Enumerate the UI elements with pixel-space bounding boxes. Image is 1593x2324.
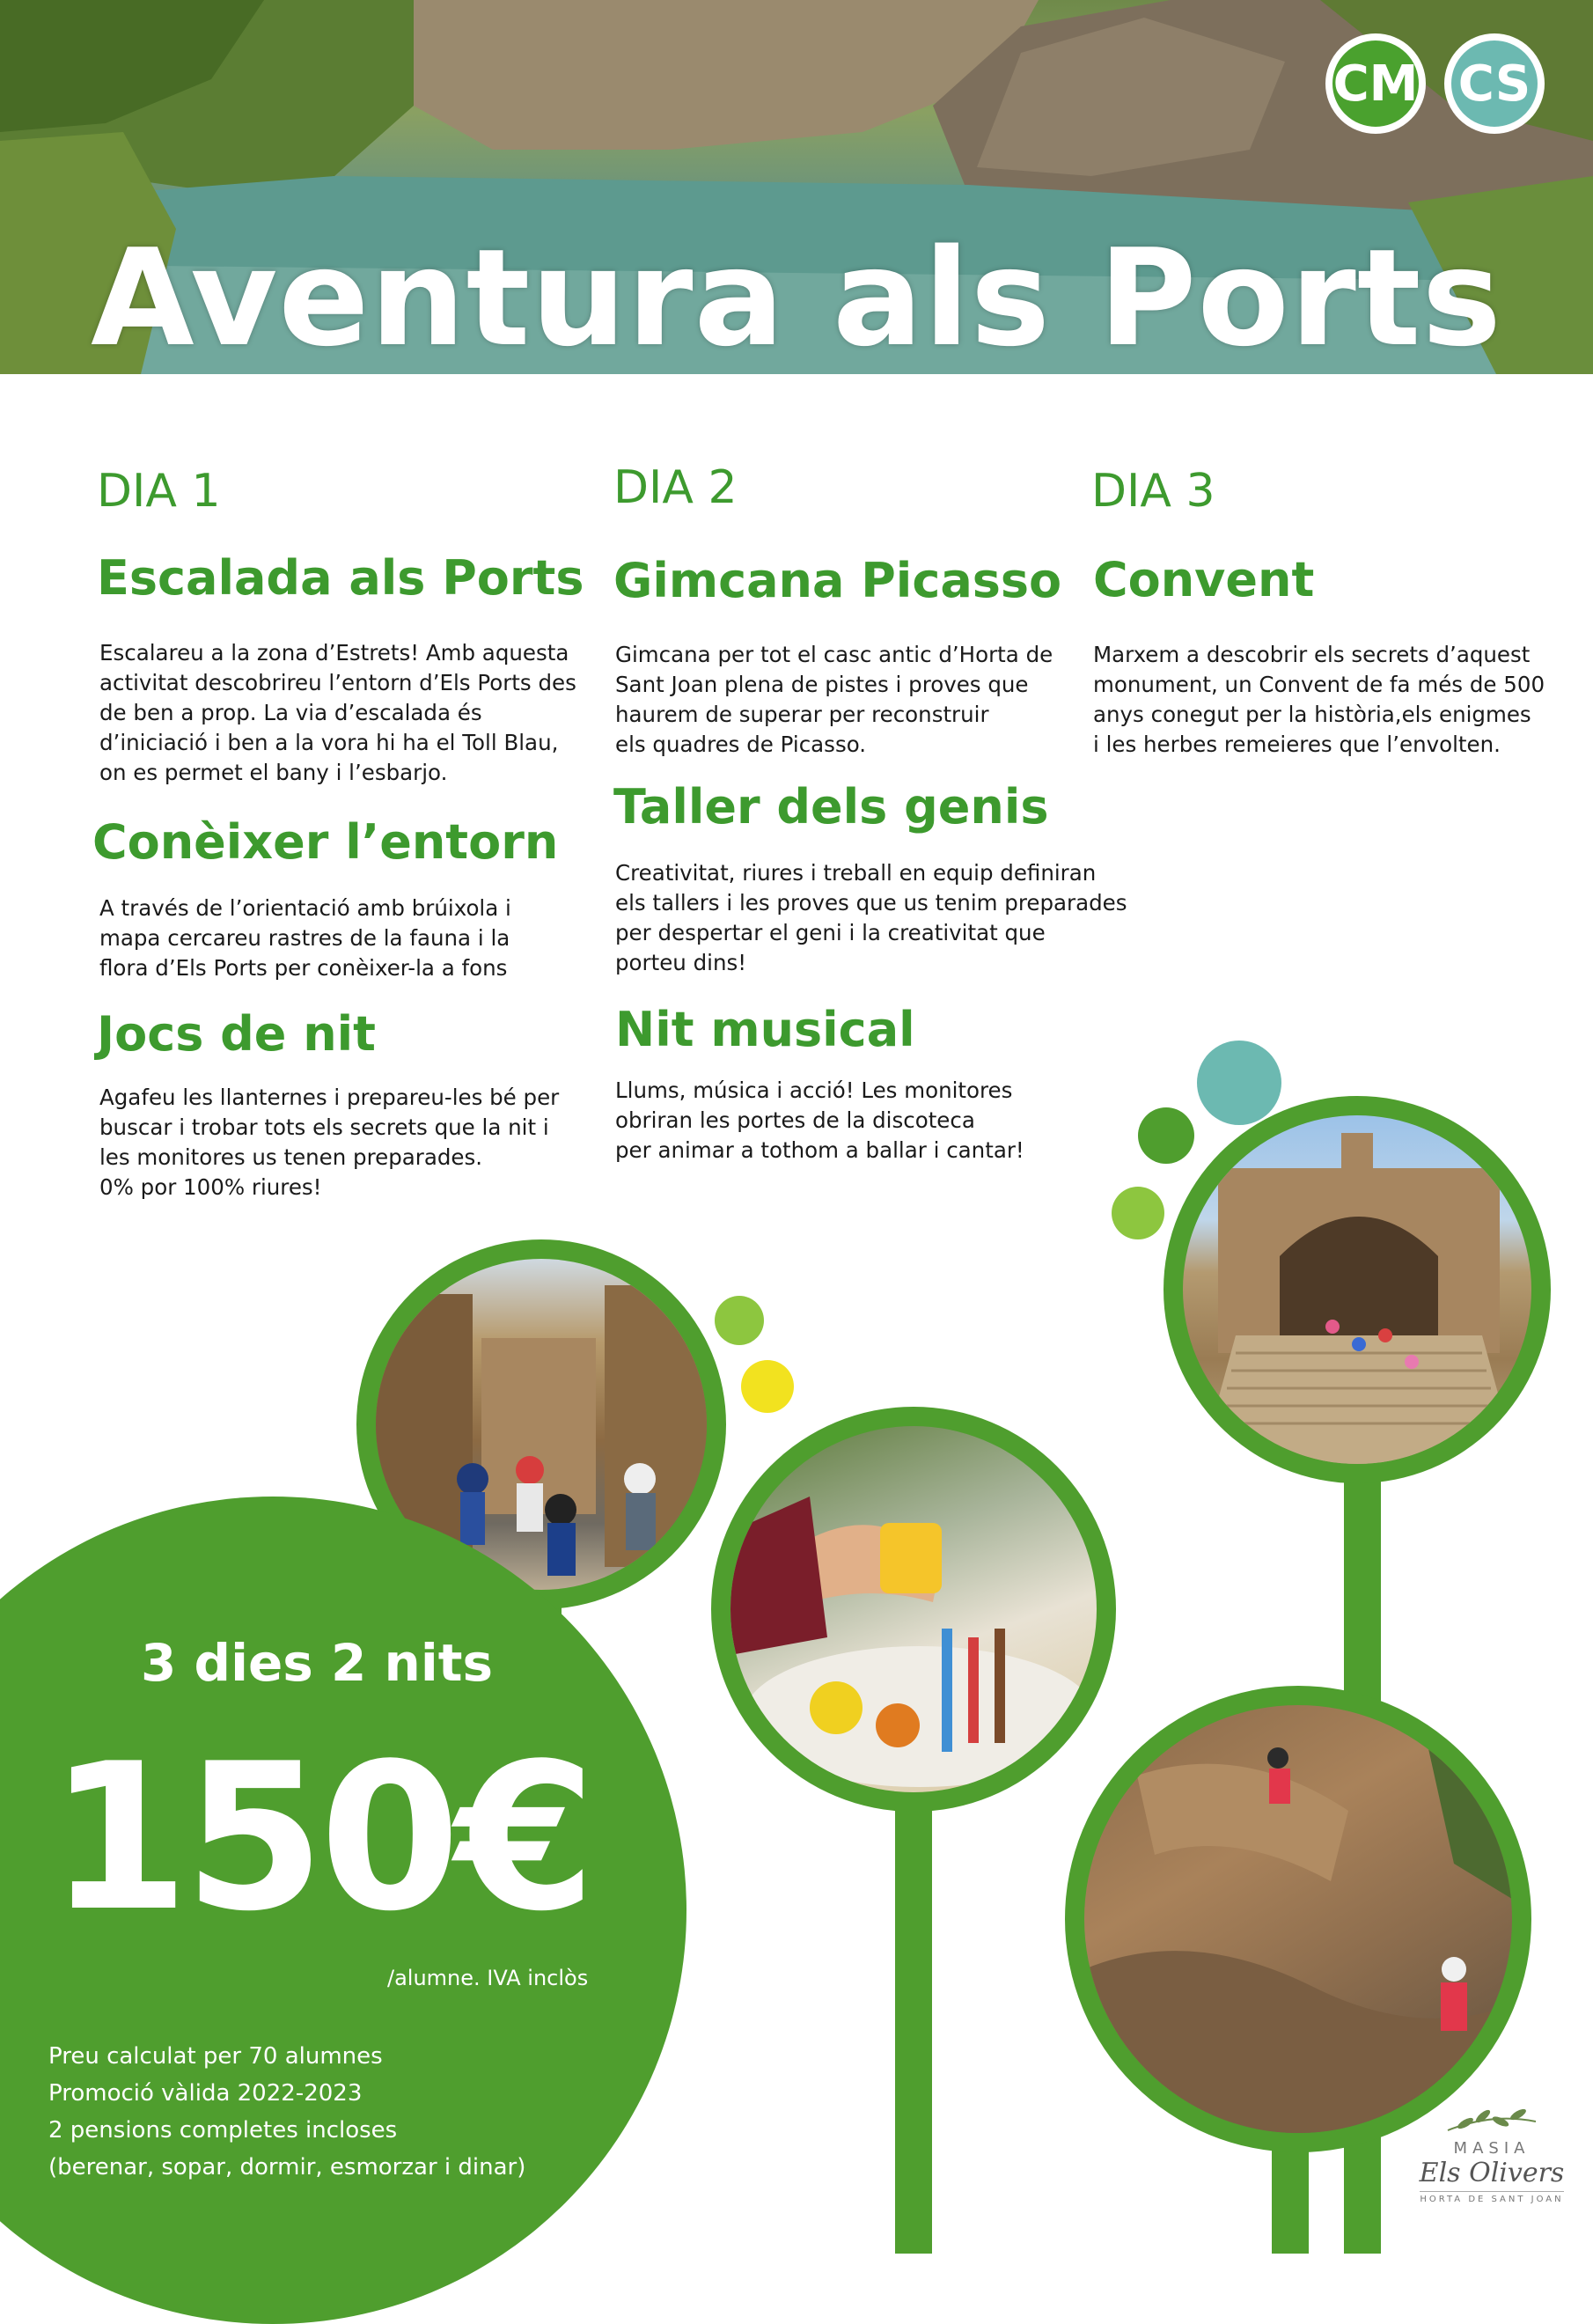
photo-stem (895, 1752, 932, 2254)
masia-els-olivers-logo (1404, 2104, 1580, 2236)
activity-description: Escalareu a la zona d’Estrets! Amb aquesta activitat descobrireu l’entorn d’Els Ports des de ben a prop. La via d’escalada és d’iniciació i ben a la vora hi ha el Toll Blau, on es permet el bany i l’esbarjo. (99, 640, 576, 785)
activity-description: Llums, música i acció! Les monitores obriran les portes de la discoteca per animar a tothom a ballar i cantar! (615, 1077, 1024, 1163)
price-notes: Preu calculat per 70 alumnes Promoció vàlida 2022-2023 2 pensions completes incloses (berenar, sopar, dormir, esmorzar i dinar) (48, 2043, 526, 2181)
day-label: DIA 2 (613, 461, 738, 514)
logo-line-3: HORTA DE SANT JOAN (1420, 2191, 1563, 2204)
activity-title: Escalada als Ports (97, 550, 584, 606)
price-unit: /alumne. IVA inclòs (387, 1966, 589, 1990)
activity-title: Jocs de nit (97, 1006, 376, 1062)
climbing-illustration (1084, 1705, 1512, 2133)
decorative-dot (741, 1360, 794, 1413)
day-label: DIA 1 (97, 465, 221, 518)
page-title: Aventura als Ports (91, 220, 1502, 374)
logo-line-2: Els Olivers (1419, 2158, 1565, 2188)
activity-description: Creativitat, riures i treball en equip definiran els tallers i les proves que us tenim preparades per despertar el geni i la creativitat que porteu dins! (615, 860, 1127, 975)
day-label: DIA 3 (1091, 465, 1215, 518)
photo-convent (1164, 1096, 1551, 1483)
decorative-dot (1138, 1107, 1194, 1164)
activity-description: A través de l’orientació amb brúixola i mapa cercareu rastres de la fauna i la flora d’Els Ports per conèixer-la a fons (99, 895, 511, 981)
activity-title: Nit musical (615, 1002, 915, 1057)
day-1-column (97, 465, 590, 518)
activity-title: Gimcana Picasso (613, 553, 1062, 608)
badge-cm: CM (1325, 33, 1426, 134)
activity-description: Marxem a descobrir els secrets d’aquest monument, un Convent de fa més de 500 anys conegut per la història,els enigmes i les herbes remeieres que l’envolten. (1093, 642, 1545, 757)
activity-description: Agafeu les llanternes i prepareu-les bé per buscar i trobar tots els secrets que la nit i les monitores us tenen preparades. 0% por 100% riures! (99, 1085, 560, 1200)
photo-climbing (1065, 1686, 1531, 2152)
activity-title: Conèixer l’entorn (92, 814, 559, 870)
decorative-dot (1197, 1041, 1281, 1125)
activity-description: Gimcana per tot el casc antic d’Horta de Sant Joan plena de pistes i proves que haurem de superar per reconstruir els quadres de Picasso. (615, 642, 1053, 757)
badge-cs: CS (1444, 33, 1545, 134)
price-duration: 3 dies 2 nits (141, 1633, 493, 1693)
decorative-dot (1112, 1187, 1164, 1239)
logo-line-1: MASIA (1453, 2139, 1531, 2158)
olive-branch-icon (1439, 2104, 1545, 2139)
price-amount: 150€ (48, 1721, 591, 1956)
convent-illustration (1183, 1115, 1531, 1464)
hero-photo (0, 0, 1593, 374)
photo-creative-workshop (711, 1407, 1116, 1812)
activity-title: Taller dels genis (613, 779, 1049, 835)
decorative-dot (715, 1296, 764, 1345)
workshop-illustration (730, 1426, 1097, 1792)
activity-title: Convent (1093, 552, 1315, 607)
